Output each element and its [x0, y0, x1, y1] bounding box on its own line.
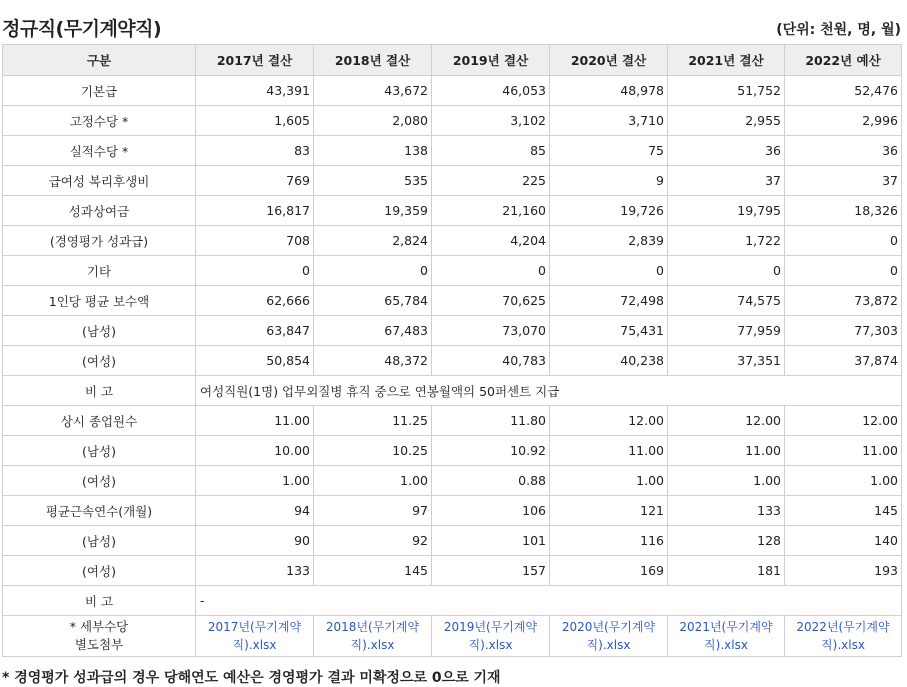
table-header-row [3, 45, 902, 76]
table-row [3, 346, 902, 376]
row-label: (남성) [3, 526, 196, 556]
cell-value: 62,666 [196, 286, 314, 316]
footnote: * 경영평가 성과급의 경우 당해연도 예산은 경영평가 결과 미확정으로 0으로 기재 [2, 670, 501, 686]
cell-value: 19,795 [668, 196, 785, 226]
cell-value: 0 [550, 256, 668, 286]
cell-value: 2,824 [314, 226, 432, 256]
cell-value: 92 [314, 526, 432, 556]
cell-value: 708 [196, 226, 314, 256]
cell-value: 106 [432, 496, 550, 526]
cell-value: 2,996 [785, 106, 902, 136]
salary-table [2, 44, 902, 657]
cell-value: 11.25 [314, 406, 432, 436]
cell-value: 37,874 [785, 346, 902, 376]
table-row [3, 226, 902, 256]
note-text: - [196, 586, 902, 616]
row-label: 비 고 [3, 586, 196, 616]
table-row [3, 196, 902, 226]
note-text: 여성직원(1명) 업무외질병 휴직 중으로 연봉월액의 50퍼센트 지급 [196, 376, 902, 406]
cell-value: 140 [785, 526, 902, 556]
cell-value: 101 [432, 526, 550, 556]
row-label: 실적수당 * [3, 136, 196, 166]
row-label: (남성) [3, 436, 196, 466]
header-2020: 2020년 결산 [550, 45, 668, 76]
row-label: 기타 [3, 256, 196, 286]
cell-value: 193 [785, 556, 902, 586]
cell-value: 0 [196, 256, 314, 286]
cell-value: 19,726 [550, 196, 668, 226]
cell-value: 75 [550, 136, 668, 166]
cell-value: 225 [432, 166, 550, 196]
cell-value: 52,476 [785, 76, 902, 106]
cell-value: 73,872 [785, 286, 902, 316]
table-row [3, 286, 902, 316]
attachment-label-line1: * 세부수당 [69, 619, 129, 634]
cell-value: 3,102 [432, 106, 550, 136]
row-label: (여성) [3, 346, 196, 376]
cell-value: 43,391 [196, 76, 314, 106]
row-label: (여성) [3, 556, 196, 586]
cell-value: 46,053 [432, 76, 550, 106]
cell-value: 0 [668, 256, 785, 286]
cell-value: 128 [668, 526, 785, 556]
cell-value: 0 [785, 256, 902, 286]
row-label: 평균근속연수(개월) [3, 496, 196, 526]
table-row [3, 436, 902, 466]
cell-value: 36 [668, 136, 785, 166]
table-row [3, 526, 902, 556]
cell-value: 77,959 [668, 316, 785, 346]
cell-value: 1.00 [196, 466, 314, 496]
cell-value: 40,238 [550, 346, 668, 376]
cell-value: 10.25 [314, 436, 432, 466]
row-label: 기본급 [3, 76, 196, 106]
cell-value: 2,955 [668, 106, 785, 136]
cell-value: 133 [668, 496, 785, 526]
cell-value: 0 [785, 226, 902, 256]
cell-value: 12.00 [668, 406, 785, 436]
header-2018: 2018년 결산 [314, 45, 432, 76]
table-row [3, 136, 902, 166]
unit-label: (단위: 천원, 명, 월) [776, 22, 901, 38]
header-2019: 2019년 결산 [432, 45, 550, 76]
row-label: 성과상여금 [3, 196, 196, 226]
cell-value: 116 [550, 526, 668, 556]
cell-value: 181 [668, 556, 785, 586]
cell-value: 11.80 [432, 406, 550, 436]
row-label: (남성) [3, 316, 196, 346]
table-row [3, 406, 902, 436]
attachment-label [3, 616, 196, 657]
cell-value: 3,710 [550, 106, 668, 136]
table-row [3, 106, 902, 136]
cell-value: 37 [785, 166, 902, 196]
cell-value: 1,722 [668, 226, 785, 256]
attachment-label-line2: 별도첨부 [74, 637, 124, 652]
attachment-link-2020[interactable]: 2020년(무기계약직).xlsx [550, 616, 668, 657]
cell-value: 40,783 [432, 346, 550, 376]
row-label: 상시 종업원수 [3, 406, 196, 436]
header-2017: 2017년 결산 [196, 45, 314, 76]
cell-value: 12.00 [550, 406, 668, 436]
cell-value: 138 [314, 136, 432, 166]
cell-value: 535 [314, 166, 432, 196]
attachment-row [3, 616, 902, 657]
cell-value: 72,498 [550, 286, 668, 316]
cell-value: 0 [314, 256, 432, 286]
cell-value: 97 [314, 496, 432, 526]
cell-value: 83 [196, 136, 314, 166]
cell-value: 94 [196, 496, 314, 526]
cell-value: 0 [432, 256, 550, 286]
cell-value: 18,326 [785, 196, 902, 226]
cell-value: 70,625 [432, 286, 550, 316]
cell-value: 133 [196, 556, 314, 586]
cell-value: 50,854 [196, 346, 314, 376]
cell-value: 65,784 [314, 286, 432, 316]
cell-value: 4,204 [432, 226, 550, 256]
cell-value: 145 [314, 556, 432, 586]
table-row [3, 556, 902, 586]
attachment-link-2017[interactable]: 2017년(무기계약직).xlsx [196, 616, 314, 657]
row-label: (경영평가 성과급) [3, 226, 196, 256]
cell-value: 769 [196, 166, 314, 196]
cell-value: 11.00 [668, 436, 785, 466]
header-2021: 2021년 결산 [668, 45, 785, 76]
header-category: 구분 [3, 45, 196, 76]
cell-value: 67,483 [314, 316, 432, 346]
row-label: 급여성 복리후생비 [3, 166, 196, 196]
cell-value: 9 [550, 166, 668, 196]
cell-value: 75,431 [550, 316, 668, 346]
cell-value: 1.00 [785, 466, 902, 496]
cell-value: 48,978 [550, 76, 668, 106]
page-title: 정규직(무기계약직) [2, 18, 162, 40]
header-2022: 2022년 예산 [785, 45, 902, 76]
table-row [3, 166, 902, 196]
cell-value: 51,752 [668, 76, 785, 106]
table-row [3, 256, 902, 286]
cell-value: 74,575 [668, 286, 785, 316]
cell-value: 43,672 [314, 76, 432, 106]
cell-value: 10.00 [196, 436, 314, 466]
attachment-link-2019[interactable]: 2019년(무기계약직).xlsx [432, 616, 550, 657]
cell-value: 12.00 [785, 406, 902, 436]
cell-value: 2,839 [550, 226, 668, 256]
cell-value: 85 [432, 136, 550, 166]
cell-value: 16,817 [196, 196, 314, 226]
cell-value: 2,080 [314, 106, 432, 136]
cell-value: 48,372 [314, 346, 432, 376]
table-row [3, 496, 902, 526]
cell-value: 0.88 [432, 466, 550, 496]
note-row [3, 586, 902, 616]
cell-value: 19,359 [314, 196, 432, 226]
cell-value: 36 [785, 136, 902, 166]
attachment-link-2022[interactable]: 2022년(무기계약직).xlsx [785, 616, 902, 657]
cell-value: 10.92 [432, 436, 550, 466]
cell-value: 11.00 [550, 436, 668, 466]
row-label: 비 고 [3, 376, 196, 406]
note-row [3, 376, 902, 406]
cell-value: 21,160 [432, 196, 550, 226]
attachment-link-2021[interactable]: 2021년(무기계약직).xlsx [668, 616, 785, 657]
cell-value: 73,070 [432, 316, 550, 346]
cell-value: 169 [550, 556, 668, 586]
cell-value: 157 [432, 556, 550, 586]
row-label: (여성) [3, 466, 196, 496]
row-label: 1인당 평균 보수액 [3, 286, 196, 316]
cell-value: 145 [785, 496, 902, 526]
cell-value: 1.00 [314, 466, 432, 496]
table-row [3, 76, 902, 106]
cell-value: 1.00 [668, 466, 785, 496]
row-label: 고정수당 * [3, 106, 196, 136]
cell-value: 1.00 [550, 466, 668, 496]
cell-value: 37,351 [668, 346, 785, 376]
table-row [3, 316, 902, 346]
table-row [3, 466, 902, 496]
cell-value: 1,605 [196, 106, 314, 136]
cell-value: 90 [196, 526, 314, 556]
cell-value: 121 [550, 496, 668, 526]
attachment-link-2018[interactable]: 2018년(무기계약직).xlsx [314, 616, 432, 657]
cell-value: 11.00 [785, 436, 902, 466]
cell-value: 11.00 [196, 406, 314, 436]
cell-value: 37 [668, 166, 785, 196]
cell-value: 77,303 [785, 316, 902, 346]
cell-value: 63,847 [196, 316, 314, 346]
